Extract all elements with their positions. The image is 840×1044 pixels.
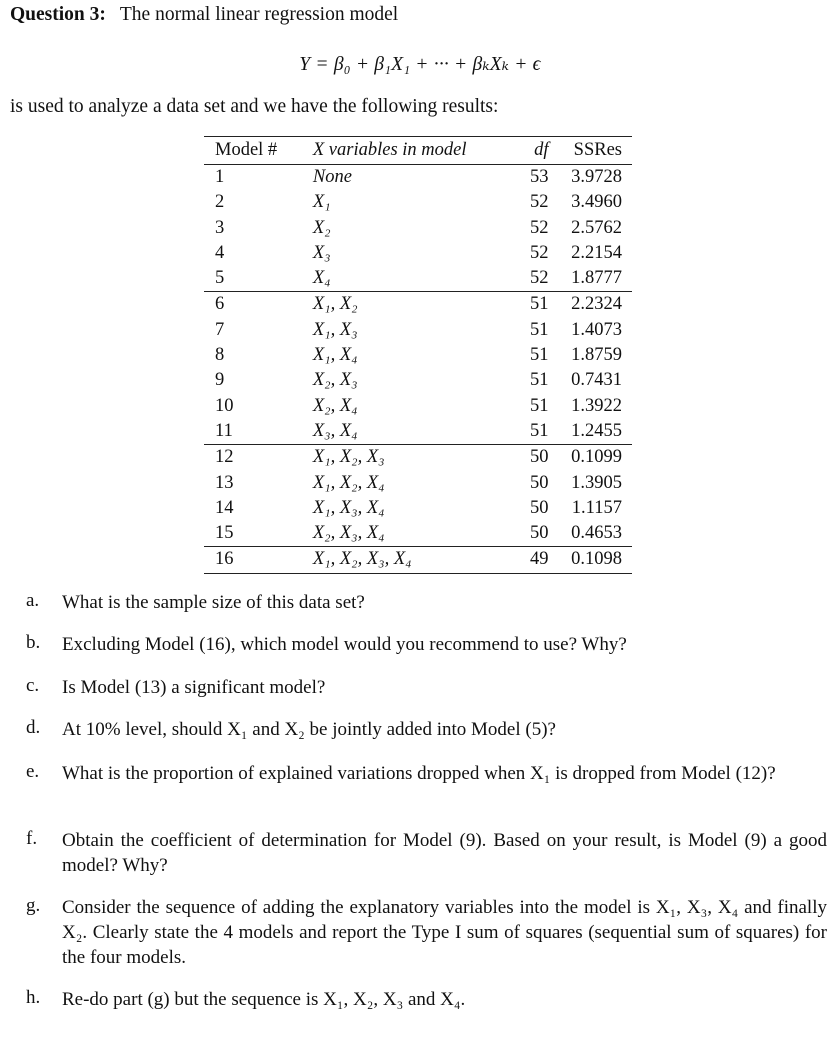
x-variables-cell: X₁, X₂ [313, 292, 508, 318]
part-label: g. [26, 895, 41, 916]
question-header [10, 4, 398, 26]
model-number-cell: 8 [215, 345, 225, 366]
table-body [204, 165, 632, 574]
df-cell: 50 [530, 523, 549, 544]
table-row [204, 521, 632, 547]
table-row [204, 368, 632, 393]
part-label: b. [26, 632, 41, 653]
part-label: d. [26, 717, 41, 738]
table-row [204, 471, 632, 496]
part-text: Is Model (13) a significant model? [62, 677, 326, 698]
ssres-cell: 3.9728 [571, 167, 622, 187]
x-variables-cell: X₂, X₄ [312, 395, 358, 416]
df-cell: 50 [530, 472, 549, 493]
x-variables-cell: X₁, X₂, X₄ [312, 472, 385, 493]
x-variables-cell: X₁, X₃ [312, 319, 358, 340]
ssres-cell: 2.2324 [559, 292, 632, 318]
table-row [204, 318, 632, 343]
ssres-cell: 0.7431 [571, 370, 622, 391]
df-cell: 51 [530, 319, 549, 340]
model-number-cell: 1 [215, 167, 225, 187]
df-cell: 51 [530, 395, 549, 416]
ssres-cell: 1.8759 [571, 345, 622, 366]
part-text: Consider the sequence of adding the explanatory variables into the model is X₁, X₃, X₄ and finally X₂. Clearly state the 4 models and report the Type I sum of squares (sequential sum of squares) for the four models. [62, 897, 827, 968]
model-number-cell: 10 [215, 395, 234, 416]
ssres-cell: 0.1099 [559, 445, 632, 471]
df-cell: 50 [507, 445, 558, 471]
table-row [204, 547, 632, 573]
header-model: Model # [204, 137, 313, 165]
header-x-variables-label: X variables in model [312, 139, 467, 160]
ssres-cell: 1.1157 [571, 497, 622, 518]
ssres-cell: 0.4653 [571, 523, 622, 544]
df-cell: 50 [530, 497, 549, 518]
header-df [507, 137, 558, 165]
df-cell: 52 [530, 242, 549, 263]
part-label: c. [26, 675, 40, 696]
table-row [204, 165, 632, 191]
df-cell: 52 [530, 268, 549, 289]
ssres-cell: 1.3905 [571, 472, 622, 493]
part-text: At 10% level, should X₁ and X₂ be jointly added into Model (5)? [62, 719, 556, 740]
model-number-cell: 16 [204, 547, 313, 573]
df-cell: 51 [530, 345, 549, 366]
part-text: What is the proportion of explained variations dropped when X₁ is dropped from Model (12)? [62, 763, 776, 784]
model-number-cell: 13 [215, 472, 234, 493]
ssres-cell: 0.1098 [559, 547, 632, 573]
table-row [204, 266, 632, 292]
table-row [204, 190, 632, 215]
table-row [204, 445, 632, 471]
table-row [204, 419, 632, 445]
x-variables-cell: X₃, X₄ [312, 420, 358, 441]
df-cell: 52 [530, 192, 549, 213]
model-number-cell: 9 [215, 370, 225, 391]
model-number-cell: 3 [215, 217, 225, 238]
table-row [204, 216, 632, 241]
ssres-cell: 2.5762 [571, 217, 622, 238]
question-title: The normal linear regression model [119, 4, 399, 25]
df-cell: 51 [530, 420, 549, 441]
question-number: Question 3: [10, 4, 106, 25]
header-df-label: df [534, 139, 549, 160]
model-number-cell: 11 [215, 420, 233, 441]
ssres-cell: 1.3922 [571, 395, 622, 416]
x-variables-cell: X₂ [312, 217, 331, 238]
df-cell: 53 [530, 167, 549, 187]
x-variables-cell: X₂, X₃ [312, 370, 358, 391]
part-label: e. [26, 761, 40, 782]
ssres-cell: 1.4073 [571, 319, 622, 340]
regression-equation: Y = β₀ + β₁X₁ + ··· + βₖXₖ + ϵ [299, 54, 541, 75]
part-label: a. [26, 590, 40, 611]
df-cell: 51 [530, 370, 549, 391]
results-table [204, 136, 632, 574]
ssres-cell: 3.4960 [571, 192, 622, 213]
header-ssres: SSRes [559, 137, 632, 165]
df-cell: 51 [507, 292, 558, 318]
part-text: What is the sample size of this data set? [62, 592, 365, 613]
model-number-cell: 4 [215, 242, 225, 263]
x-variables-cell: X₂, X₃, X₄ [312, 523, 385, 544]
x-variables-cell: X₁, X₄ [312, 345, 358, 366]
x-variables-cell: X₁ [312, 192, 331, 213]
ssres-cell: 2.2154 [571, 242, 622, 263]
model-number-cell: 7 [215, 319, 225, 340]
x-variables-cell: X₄ [312, 268, 331, 289]
model-number-cell: 5 [215, 268, 225, 289]
part-text: Obtain the coefficient of determination for Model (9). Based on your result, is Model (9) a good model? Why? [62, 830, 827, 876]
df-cell: 52 [530, 217, 549, 238]
ssres-cell: 1.2455 [571, 420, 622, 441]
ssres-cell: 1.8777 [571, 268, 622, 289]
x-variables-cell: X₁, X₂, X₃, X₄ [313, 547, 508, 573]
part-label: h. [26, 987, 41, 1008]
df-cell: 49 [507, 547, 558, 573]
header-x-variables [313, 137, 508, 165]
model-number-cell: 6 [204, 292, 313, 318]
model-number-cell: 15 [215, 523, 234, 544]
model-number-cell: 2 [215, 192, 225, 213]
model-number-cell: 12 [204, 445, 313, 471]
table-row [204, 241, 632, 266]
part-text: Re-do part (g) but the sequence is X₁, X₂, X₃ and X₄. [62, 989, 466, 1010]
x-variables-cell: X₁, X₂, X₃ [313, 445, 508, 471]
x-variables-cell: X₁, X₃, X₄ [312, 497, 385, 518]
table-row [204, 496, 632, 521]
x-variables-cell: X₃ [312, 242, 331, 263]
table-row [204, 394, 632, 419]
part-label: f. [26, 828, 38, 849]
part-text: Excluding Model (16), which model would you recommend to use? Why? [62, 634, 627, 655]
x-variables-cell: None [312, 167, 352, 187]
intro-text: is used to analyze a data set and we have the following results: [10, 96, 499, 117]
model-number-cell: 14 [215, 497, 234, 518]
table-row [204, 292, 632, 318]
table-row [204, 343, 632, 368]
table-header-row [204, 137, 632, 165]
